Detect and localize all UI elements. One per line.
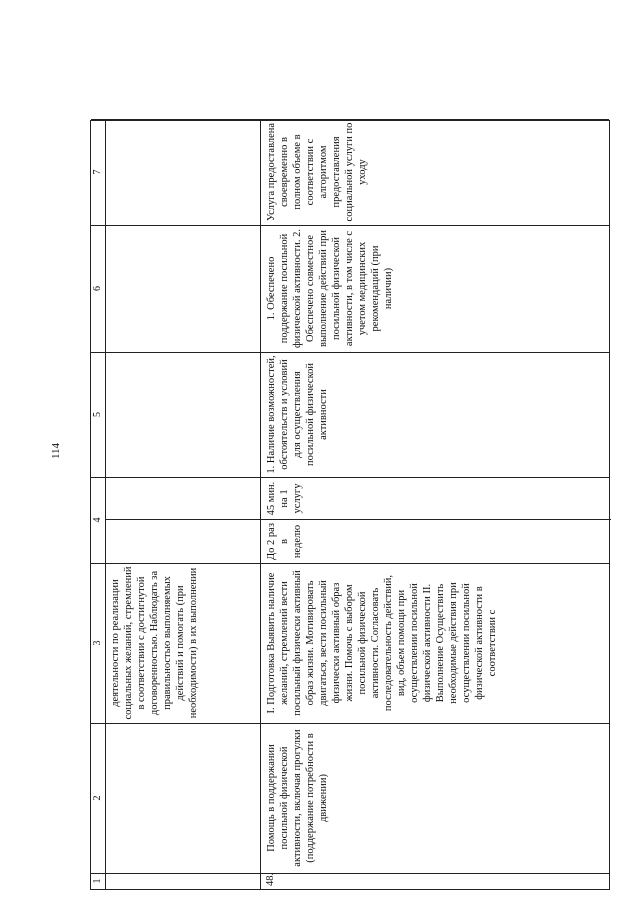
header-1: 1	[92, 878, 103, 884]
service-frequency: До 2 раз в неделю	[266, 523, 303, 560]
header-3: 3	[92, 640, 103, 646]
service-description: I. Подготовка Выявить наличие желаний, стремлений вести посильный физически активный образ жизни. Мотивировать двигаться, вести посильный физически активный образ жизни. Помочь с выбором посильной физической активности. Согласовать последовательность действий, вид, объем помощи при осуществлении посильной физической активности II. Выполнение Осуществить необходимые действия при осуществлении посильной физической активности в соответствии с	[266, 570, 498, 716]
service-table	[90, 120, 610, 890]
header-2: 2	[92, 795, 103, 801]
page-number: 114	[50, 442, 63, 460]
service-conditions: 1. Наличие возможностей, обстоятельств и условий для осуществления посильной физической активности	[266, 355, 329, 474]
service-name: Помощь в поддержании посильной физической активности, включая прогулки (поддержание потребности в движении)	[266, 729, 329, 867]
header-4: 4	[92, 517, 103, 523]
service-quality: Услуга предоставлена своевременно в полном объеме в соответствии с алгоритмом предоставления социальной услуги по уходу	[266, 122, 368, 222]
column-1	[91, 873, 609, 889]
header-7: 7	[92, 169, 103, 175]
header-6: 6	[92, 286, 103, 291]
row-number: 48.	[265, 872, 276, 886]
continuation-text: деятельности по реализации социальных желаний, стремлений в соответствии с достигнутой договоренностью. Наблюдать за правильностью выполняемых действий и помогать (при необходимости) в их выполнении	[110, 566, 199, 720]
service-duration: 45 мин. на 1 услугу	[266, 481, 303, 516]
service-results: 1. Обеспечено поддержание посильной физической активности. 2. Обеспечено совместное выполнение действий при посильной физической активности, в том числе с учетом медицинских рекомендаций (при наличии)	[266, 228, 394, 349]
header-5: 5	[92, 412, 103, 417]
